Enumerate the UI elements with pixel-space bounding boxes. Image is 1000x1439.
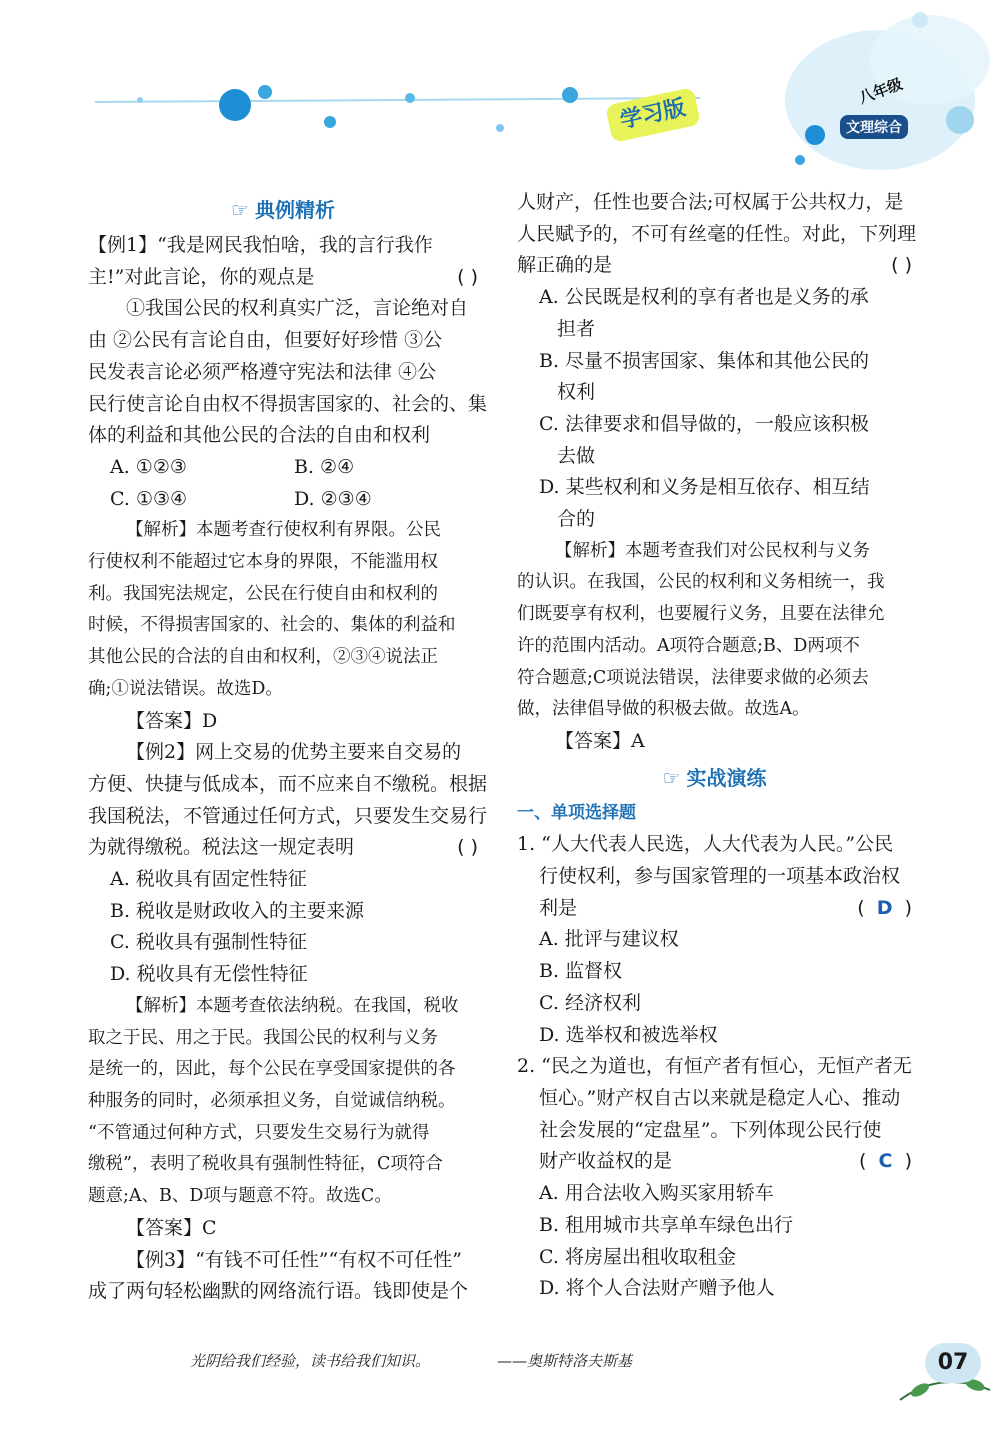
answer-line: 【答案】A bbox=[555, 729, 645, 752]
analysis-line: 种服务的同时，必须承担义务，自觉诚信纳税。 bbox=[88, 1090, 456, 1111]
answer-paren: ( ) bbox=[457, 265, 478, 288]
option-c: C. 税收具有强制性特征 bbox=[110, 931, 307, 954]
footer-quote: 光阴给我们经验，读书给我们知识。 bbox=[190, 1352, 431, 1370]
analysis-line: 做，法律倡导做的积极去做。故选A。 bbox=[517, 699, 810, 720]
option-d: D. 将个人合法财产赠予他人 bbox=[539, 1277, 775, 1300]
analysis-line: 们既要享有权利，也要履行义务，且要在法律允 bbox=[517, 604, 885, 625]
header-decoration bbox=[0, 0, 1000, 175]
handwritten-answer: D bbox=[876, 896, 893, 919]
example1-line: 主!”对此言论，你的观点是 ( ) bbox=[88, 262, 478, 294]
option-d: D. ②③④ bbox=[294, 487, 372, 510]
example1-options-row bbox=[88, 484, 478, 516]
option-a: A. 公民既是权利的享有者也是义务的承 bbox=[539, 286, 869, 309]
example1-line: 【例1】“我是网民我怕啥，我的言行我作 bbox=[88, 234, 433, 256]
answer-line: 【答案】C bbox=[126, 1216, 217, 1239]
left-column bbox=[88, 190, 488, 1308]
option-d-cont: 合的 bbox=[557, 508, 596, 531]
option-c: C. 法律要求和倡导做的，一般应该积极 bbox=[539, 412, 869, 435]
analysis-line: 时候，不得损害国家的、社会的、集体的利益和 bbox=[88, 615, 456, 636]
analysis-line: 许的范围内活动。A项符合题意;B、D两项不 bbox=[517, 635, 860, 656]
option-d: D. 税收具有无偿性特征 bbox=[110, 963, 308, 986]
option-a: A. 用合法收入购买家用轿车 bbox=[539, 1182, 774, 1205]
grade-label: 八年级 bbox=[856, 74, 905, 108]
question1-line: 利是 ( D ) bbox=[517, 893, 912, 925]
example3-line: 人民赋予的，不可有丝毫的任性。对此，下列理 bbox=[517, 222, 917, 245]
example1-line: 民发表言论必须严格遵守宪法和法律 ④公 bbox=[88, 360, 437, 383]
analysis-line: 缴税”，表明了税收具有强制性特征，C项符合 bbox=[88, 1154, 443, 1175]
example2-line: 【例2】网上交易的优势主要来自交易的 bbox=[126, 741, 462, 764]
option-a: A. ①②③ bbox=[110, 455, 187, 478]
analysis-line: 其他公民的合法的自由和权利，②③④说法正 bbox=[88, 647, 438, 668]
example3-line: 成了两句轻松幽默的网络流行语。钱即使是个 bbox=[88, 1280, 469, 1303]
handwritten-answer: C bbox=[878, 1150, 893, 1173]
footer-author: ——奥斯特洛夫斯基 bbox=[497, 1352, 633, 1370]
example3-line: 人财产，任性也要合法;可权属于公共权力，是 bbox=[517, 191, 904, 213]
subject-label: 文理综合 bbox=[840, 115, 908, 139]
option-b: B. ②④ bbox=[294, 455, 355, 478]
answer-line: 【答案】D bbox=[126, 709, 218, 732]
analysis-line: 【解析】本题考查依法纳税。在我国，税收 bbox=[126, 995, 459, 1016]
example3-line: 解正确的是 ( ) bbox=[517, 250, 912, 282]
question2-line: 恒心。”财产权自古以来就是稳定人心、推动 bbox=[539, 1086, 901, 1109]
option-a-cont: 担者 bbox=[557, 317, 596, 340]
option-d: D. 选举权和被选举权 bbox=[539, 1023, 718, 1046]
option-c: C. 经济权利 bbox=[539, 991, 641, 1014]
analysis-line: 确;①说法错误。故选D。 bbox=[88, 678, 283, 699]
answer-paren: ( ) bbox=[457, 836, 478, 859]
example2-line: 我国税法，不管通过任何方式，只要发生交易行 bbox=[88, 804, 488, 827]
example1-line: 民行使言论自由权不得损害国家的、社会的、集 bbox=[88, 392, 488, 415]
pointing-hand-icon: ☞ bbox=[231, 198, 249, 222]
example3-line: 【例3】“有钱不可任性”“有权不可任性” bbox=[126, 1248, 462, 1271]
analysis-line: 符合题意;C项说法错误，法律要求做的必须去 bbox=[517, 667, 869, 688]
option-a: A. 批评与建议权 bbox=[539, 928, 679, 951]
answer-paren: ( ) bbox=[891, 254, 912, 277]
option-b-cont: 权利 bbox=[557, 381, 596, 404]
option-b: B. 税收是财政收入的主要来源 bbox=[110, 899, 365, 922]
analysis-line: 是统一的，因此，每个公民在享受国家提供的各 bbox=[88, 1059, 456, 1080]
analysis-line: 行使权利不能超过它本身的界限，不能滥用权 bbox=[88, 552, 438, 573]
analysis-line: 题意;A、B、D项与题意不符。故选C。 bbox=[88, 1186, 392, 1207]
example1-line: ①我国公民的权利真实广泛，言论绝对自 bbox=[126, 297, 469, 320]
analysis-line: 利。我国宪法规定，公民在行使自由和权利的 bbox=[88, 583, 438, 604]
edition-badge: 学习版 bbox=[605, 87, 701, 143]
section-title-practice: ☞ 实战演练 bbox=[662, 765, 767, 790]
header-bubbles-graphic bbox=[0, 0, 1000, 175]
analysis-line: 【解析】本题考查行使权利有界限。公民 bbox=[126, 520, 441, 541]
option-c: C. ①③④ bbox=[110, 487, 188, 510]
analysis-line: 的认识。在我国，公民的权利和义务相统一，我 bbox=[517, 572, 885, 593]
page-number: 07 bbox=[925, 1343, 981, 1383]
option-c: C. 将房屋出租收取租金 bbox=[539, 1245, 736, 1268]
example1-line: 体的利益和其他公民的合法的自由和权利 bbox=[88, 424, 431, 447]
answer-paren: ( D ) bbox=[857, 896, 912, 919]
example1-options-row bbox=[88, 452, 478, 484]
question1-line: 1. “人大代表人民选，人大代表为人民。”公民 bbox=[517, 833, 894, 856]
subsection-title: 一、单项选择题 bbox=[517, 802, 636, 823]
option-b: B. 租用城市共享单车绿色出行 bbox=[539, 1213, 794, 1236]
pointing-hand-icon: ☞ bbox=[662, 765, 681, 790]
option-a: A. 税收具有固定性特征 bbox=[110, 868, 307, 891]
right-column bbox=[517, 187, 917, 1305]
analysis-line: 取之于民、用之于民。我国公民的权利与义务 bbox=[88, 1027, 438, 1048]
example2-line: 为就得缴税。税法这一规定表明 ( ) bbox=[88, 832, 478, 864]
question2-line: 财产收益权的是 ( C ) bbox=[517, 1146, 912, 1178]
analysis-line: 【解析】本题考查我们对公民权利与义务 bbox=[555, 540, 870, 561]
option-b: B. 尽量不损害国家、集体和其他公民的 bbox=[539, 349, 870, 372]
question1-line: 行使权利，参与国家管理的一项基本政治权 bbox=[539, 865, 901, 888]
section-title-examples: ☞ 典例精析 bbox=[231, 198, 335, 222]
example1-line: 由 ②公民有言论自由，但要好好珍惜 ③公 bbox=[88, 329, 443, 352]
analysis-line: “不管通过何种方式，只要发生交易行为就得 bbox=[88, 1122, 430, 1143]
option-c-cont: 去做 bbox=[557, 444, 596, 467]
option-d: D. 某些权利和义务是相互依存、相互结 bbox=[539, 476, 870, 499]
question2-line: 2. “民之为道也，有恒产者有恒心，无恒产者无 bbox=[517, 1055, 912, 1078]
example2-line: 方便、快捷与低成本，而不应来自不缴税。根据 bbox=[88, 772, 488, 795]
question2-line: 社会发展的“定盘星”。下列体现公民行使 bbox=[539, 1118, 882, 1141]
answer-paren: ( C ) bbox=[859, 1150, 912, 1173]
option-b: B. 监督权 bbox=[539, 960, 623, 983]
